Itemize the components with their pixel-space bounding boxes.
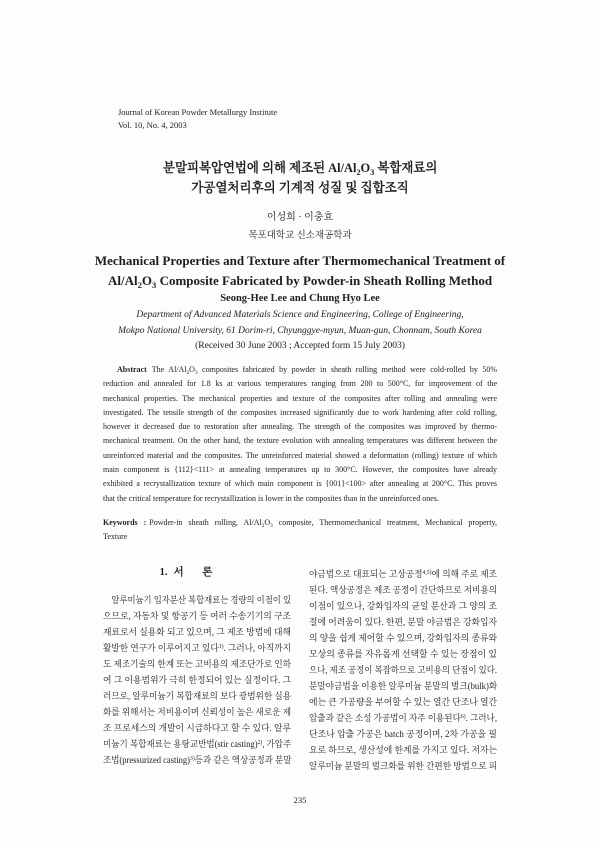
text-run: . 그러나, 아직까지	[223, 643, 292, 653]
keywords-line	[103, 516, 497, 530]
abstract-line: mechanical properties. The mechanical properties and texture of the composites after rolling and annealing were	[103, 393, 497, 403]
body-line	[309, 710, 497, 726]
abstract-line: investigated. The tensile strength of the composites increased significantly due to work hardening after cold rolling,	[103, 407, 497, 417]
title-text: Al/Al	[108, 273, 138, 288]
body-line: 분말야금법을 이용한 알루미늄 분말의 벌크(bulk)화	[309, 681, 498, 691]
title-text: Composite Fabricated by Powder-in Sheath Rolling Method	[156, 273, 493, 288]
abstract-line: reduction and annealed for 1.8 ks at various temperatures ranging from 200 to 500°C, for improvement of the	[103, 379, 497, 389]
body-line: 조 프로세스의 개발이 시급하다고 할 수 있다. 알루	[103, 723, 291, 733]
body-line: 이점이 있으나, 강화입자의 균일 분산과 그 양의 조	[309, 601, 497, 611]
abstract	[103, 363, 497, 506]
korean-affiliation: 목포대학교 신소재공학과	[248, 231, 352, 241]
english-authors: Seong-Hee Lee and Chung Hyo Lee	[220, 293, 380, 304]
korean-authors: 이성희 · 이충효	[266, 212, 334, 223]
abstract-line: exhibited a recrystallization texture of which main component is {001}<100> after annealing at 200°C. This proves	[103, 479, 497, 489]
journal-name: Journal of Korean Powder Metallurgy Institute	[118, 107, 278, 117]
body-line	[309, 566, 497, 582]
body-line: 단조나 압출 가공은 batch 공정이며, 2차 가공을 필	[309, 729, 497, 739]
body-line: 으나, 제조 공정이 복잡하므로 고비용의 단점이 있다.	[309, 665, 497, 675]
body-line: 러므로, 알루미늄기 복합재료의 보다 광범위한 실용	[103, 691, 292, 701]
text-run: , 가압주	[262, 739, 292, 749]
korean-title-line: 가공열처리후의 기계적 성질 및 집합조직	[191, 180, 409, 195]
english-affiliation	[0, 308, 600, 355]
body-line: 여 그 이용범위가 극히 한정되어 있는 실정이다. 그	[103, 675, 291, 685]
text-run: O	[189, 365, 195, 374]
text-run: composite, Thermomechanical treatment, Mechanical property,	[272, 518, 497, 527]
text-run: The Al/Al	[151, 365, 187, 374]
abstract-label: Abstract	[117, 365, 147, 374]
section-title: 서 론	[173, 567, 213, 578]
abstract-line: that the critical temperature for recrystallization is lower in the composites than in the unreinforced ones.	[103, 493, 439, 503]
keywords	[103, 516, 497, 545]
citation-superscript: 2)	[257, 740, 263, 747]
abstract-line: however it decreased due to restoration after annealing. The strength of the composites was improved by thermo-	[103, 422, 497, 432]
citation-superscript: 6)	[460, 714, 466, 721]
text-run: composites fabricated by powder in sheath rolling method were cold-rolled by 50%	[197, 365, 497, 374]
body-column-left	[103, 592, 291, 768]
title-text: 분말피복압연법에 의해 제조된 Al/Al	[163, 160, 357, 175]
text-run: . 그러나,	[465, 713, 497, 723]
body-line: 알루미늄기 입자분산 복합재료는 경량의 이점이 있	[111, 595, 291, 605]
page-number: 235	[293, 795, 307, 805]
abstract-line: mechanical treatment. On the other hand, the texture evolution with annealing temperatures was different between the	[103, 436, 497, 446]
section-number: 1.	[159, 567, 168, 578]
subscript: 3	[370, 166, 375, 177]
received-dates: (Received 30 June 2003 ; Accepted form 15 July 2003)	[195, 341, 405, 351]
affiliation-line: Mokpo National University, 61 Dorim-ri, Chyunggye-myun, Muan-gun, Chonnam, South Korea	[118, 325, 482, 336]
english-title	[0, 251, 600, 291]
text-run: 압출과 같은 소성 가공법이 자주 이용된다	[309, 713, 461, 723]
journal-header	[118, 106, 277, 131]
body-line: 절에 어려움이 있다. 한편, 분말 야금법은 강화입자	[309, 617, 497, 627]
body-line: 모상의 종류를 자유롭게 선택할 수 있는 장점이 있	[309, 649, 497, 659]
english-title-line: Mechanical Properties and Texture after Thermomechanical Treatment of	[94, 253, 506, 268]
citation-superscript: 3)	[190, 756, 195, 763]
body-line: 에는 큰 가공량을 부여할 수 있는 열간 단조나 열간	[309, 697, 497, 707]
citation-superscript: 4,5)	[422, 570, 432, 577]
subscript: 2	[186, 369, 190, 376]
body-line: 도 제조기술의 한계 또는 고비용의 제조단가로 인하	[103, 659, 292, 669]
abstract-line: unreinforced material and the composites. The unreinforced material showed a deformation (rolling) texture of which	[103, 450, 497, 460]
subscript: 2	[356, 166, 361, 177]
body-line: 재료로서 실용화 되고 있으며, 그 제조 방법에 대해	[103, 627, 291, 637]
body-line: 의 양을 쉽게 제어할 수 있으며, 강화입자의 종류와	[309, 633, 497, 643]
body-line: 된다. 액상공정은 제조 공정이 간단하므로 저비용의	[309, 585, 498, 595]
text-run: 미늄기 복합재료는 용탕교반법(stir casting)	[103, 739, 258, 749]
subscript: 3	[270, 522, 273, 529]
keywords-line: Texture	[103, 532, 128, 542]
text-run: 조법(pressurized casting)	[103, 755, 191, 765]
abstract-line	[103, 363, 497, 377]
text-run: 에 의해 주로 제조	[431, 569, 498, 579]
subscript: 3	[194, 369, 198, 376]
body-line	[103, 640, 291, 656]
text-run: 야금법으로 대표되는 고상공정	[309, 569, 423, 579]
affiliation-line: Department of Advanced Materials Science and Engineering, College of Engineering,	[136, 310, 464, 320]
korean-title-line	[163, 158, 437, 178]
text-run: 활발한 연구가 이루어지고 있다	[103, 643, 219, 653]
korean-title	[0, 158, 600, 198]
body-line	[103, 736, 291, 752]
body-line	[103, 752, 291, 768]
text-run: Powder-in sheath rolling, Al/Al	[149, 518, 262, 527]
body-line: 으므로, 자동차 및 항공기 등 여러 수송기기의 구조	[103, 611, 291, 621]
text-run: O	[264, 518, 271, 527]
title-text: 복합재료의	[374, 160, 438, 175]
text-run: 등과 같은 액상공정과 분말	[194, 755, 292, 765]
abstract-line: main component is {112}<111> at annealing temperatures up to 300°C. However, the composites have already	[103, 465, 497, 475]
journal-issue: Vol. 10, No. 4, 2003	[118, 119, 187, 130]
section-heading	[103, 565, 269, 581]
subscript: 3	[152, 279, 157, 290]
title-text: O	[141, 273, 153, 288]
subscript: 2	[261, 522, 265, 529]
citation-superscript: 1)	[218, 644, 224, 651]
subscript: 2	[137, 279, 142, 290]
english-title-line	[108, 271, 492, 291]
body-line: 알루미늄 분말의 벌크화를 위한 간편한 방법으로 피	[309, 761, 498, 771]
title-text: O	[360, 160, 371, 175]
body-column-right	[309, 566, 497, 774]
body-line: 요로 하므로, 생산성에 한계를 가지고 있다. 저자는	[309, 745, 497, 755]
keywords-label: Keywords :	[103, 518, 147, 527]
body-line: 화를 위해서는 저비용이며 신뢰성이 높은 새로운 제	[103, 707, 292, 717]
